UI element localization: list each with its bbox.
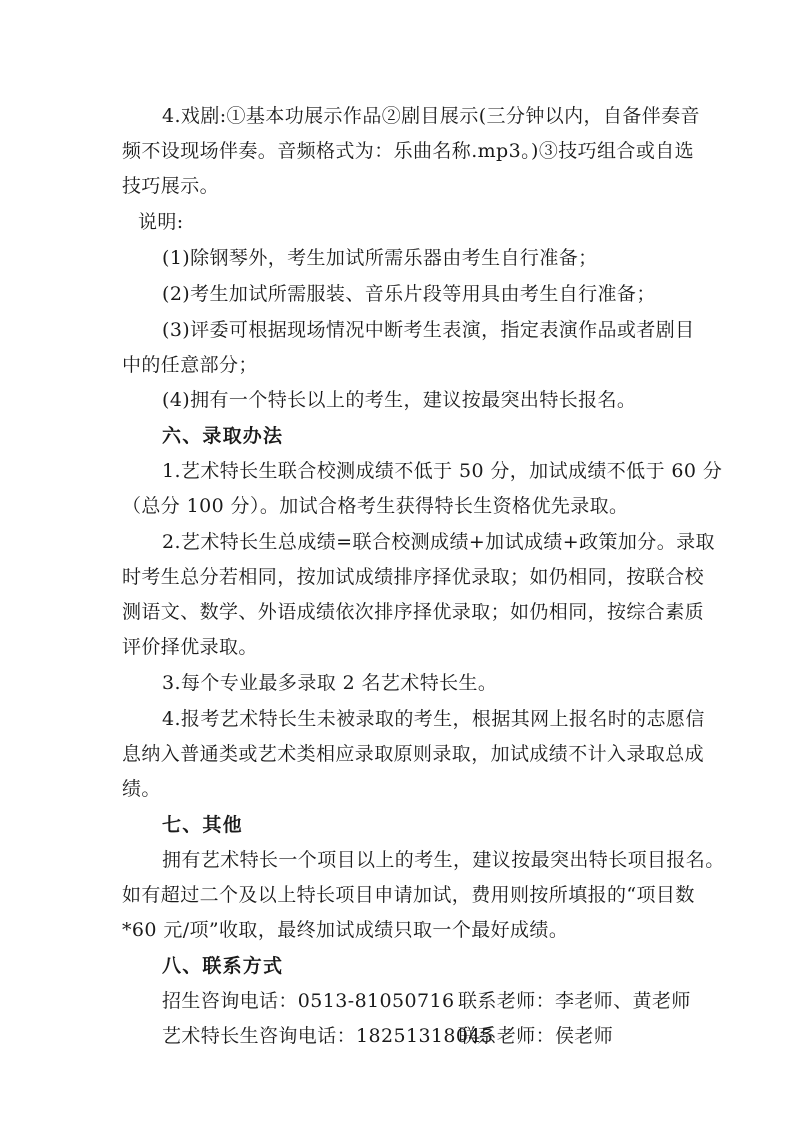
section-8-heading: 八、联系方式: [162, 955, 284, 977]
section-6-p4-line-2: 息纳入普通类或艺术类相应录取原则录取，加试成绩不计入录取总成: [122, 743, 705, 765]
section-6-p1-line-1: 1.艺术特长生联合校测成绩不低于 50 分，加试成绩不低于 60 分: [162, 460, 723, 482]
section-7-line-2: 如有超过二个及以上特长项目申请加试，费用则按所填报的“项目数: [122, 884, 695, 906]
note-2: (2)考生加试所需服装、音乐片段等用具由考生自行准备；: [162, 283, 656, 305]
section-7-line-3: *60 元/项”收取，最终加试成绩只取一个最好成绩。: [122, 919, 569, 941]
note-1: (1)除钢琴外，考生加试所需乐器由考生自行准备；: [162, 247, 598, 269]
section-6-heading: 六、录取办法: [162, 425, 284, 447]
note-3-line-2: 中的任意部分；: [122, 354, 258, 376]
note-3-line-1: (3)评委可根据现场情况中断考生表演，指定表演作品或者剧目: [162, 319, 695, 341]
note-4: (4)拥有一个特长以上的考生，建议按最突出特长报名。: [162, 389, 637, 411]
section-7-heading: 七、其他: [162, 814, 243, 836]
section-6-p2-line-1: 2.艺术特长生总成绩=联合校测成绩+加试成绩+政策加分。录取: [162, 531, 715, 553]
admission-contact: 联系老师：李老师、黄老师: [458, 990, 691, 1012]
section-6-p4-line-3: 绩。: [122, 778, 161, 800]
section-6-p2-line-4: 评价择优录取。: [122, 636, 258, 658]
arts-phone: 艺术特长生咨询电话：18251318045: [162, 1025, 494, 1047]
notes-title: 说明:: [138, 211, 184, 233]
section-6-p1-line-2: （总分 100 分）。加试合格考生获得特长生资格优先录取。: [122, 495, 629, 517]
arts-contact: 联系老师：侯老师: [458, 1025, 614, 1047]
section-6-p2-line-2: 时考生总分若相同，按加试成绩排序择优录取；如仍相同，按联合校: [122, 566, 705, 588]
section-7-line-1: 拥有艺术特长一个项目以上的考生，建议按最突出特长项目报名。: [162, 849, 725, 871]
section-6-p2-line-3: 测语文、数学、外语成绩依次排序择优录取；如仍相同，按综合素质: [122, 601, 705, 623]
section-6-p4-line-1: 4.报考艺术特长生未被录取的考生，根据其网上报名时的志愿信: [162, 708, 705, 730]
drama-line-3: 技巧展示。: [122, 175, 220, 197]
section-6-p3: 3.每个专业最多录取 2 名艺术特长生。: [162, 672, 498, 694]
admission-phone: 招生咨询电话：0513-81050716: [162, 990, 455, 1012]
drama-line-2: 频不设现场伴奏。音频格式为：乐曲名称.mp3。)③技巧组合或自选: [122, 140, 695, 162]
drama-line-1: 4.戏剧:①基本功展示作品②剧目展示(三分钟以内，自备伴奏音: [162, 105, 700, 127]
